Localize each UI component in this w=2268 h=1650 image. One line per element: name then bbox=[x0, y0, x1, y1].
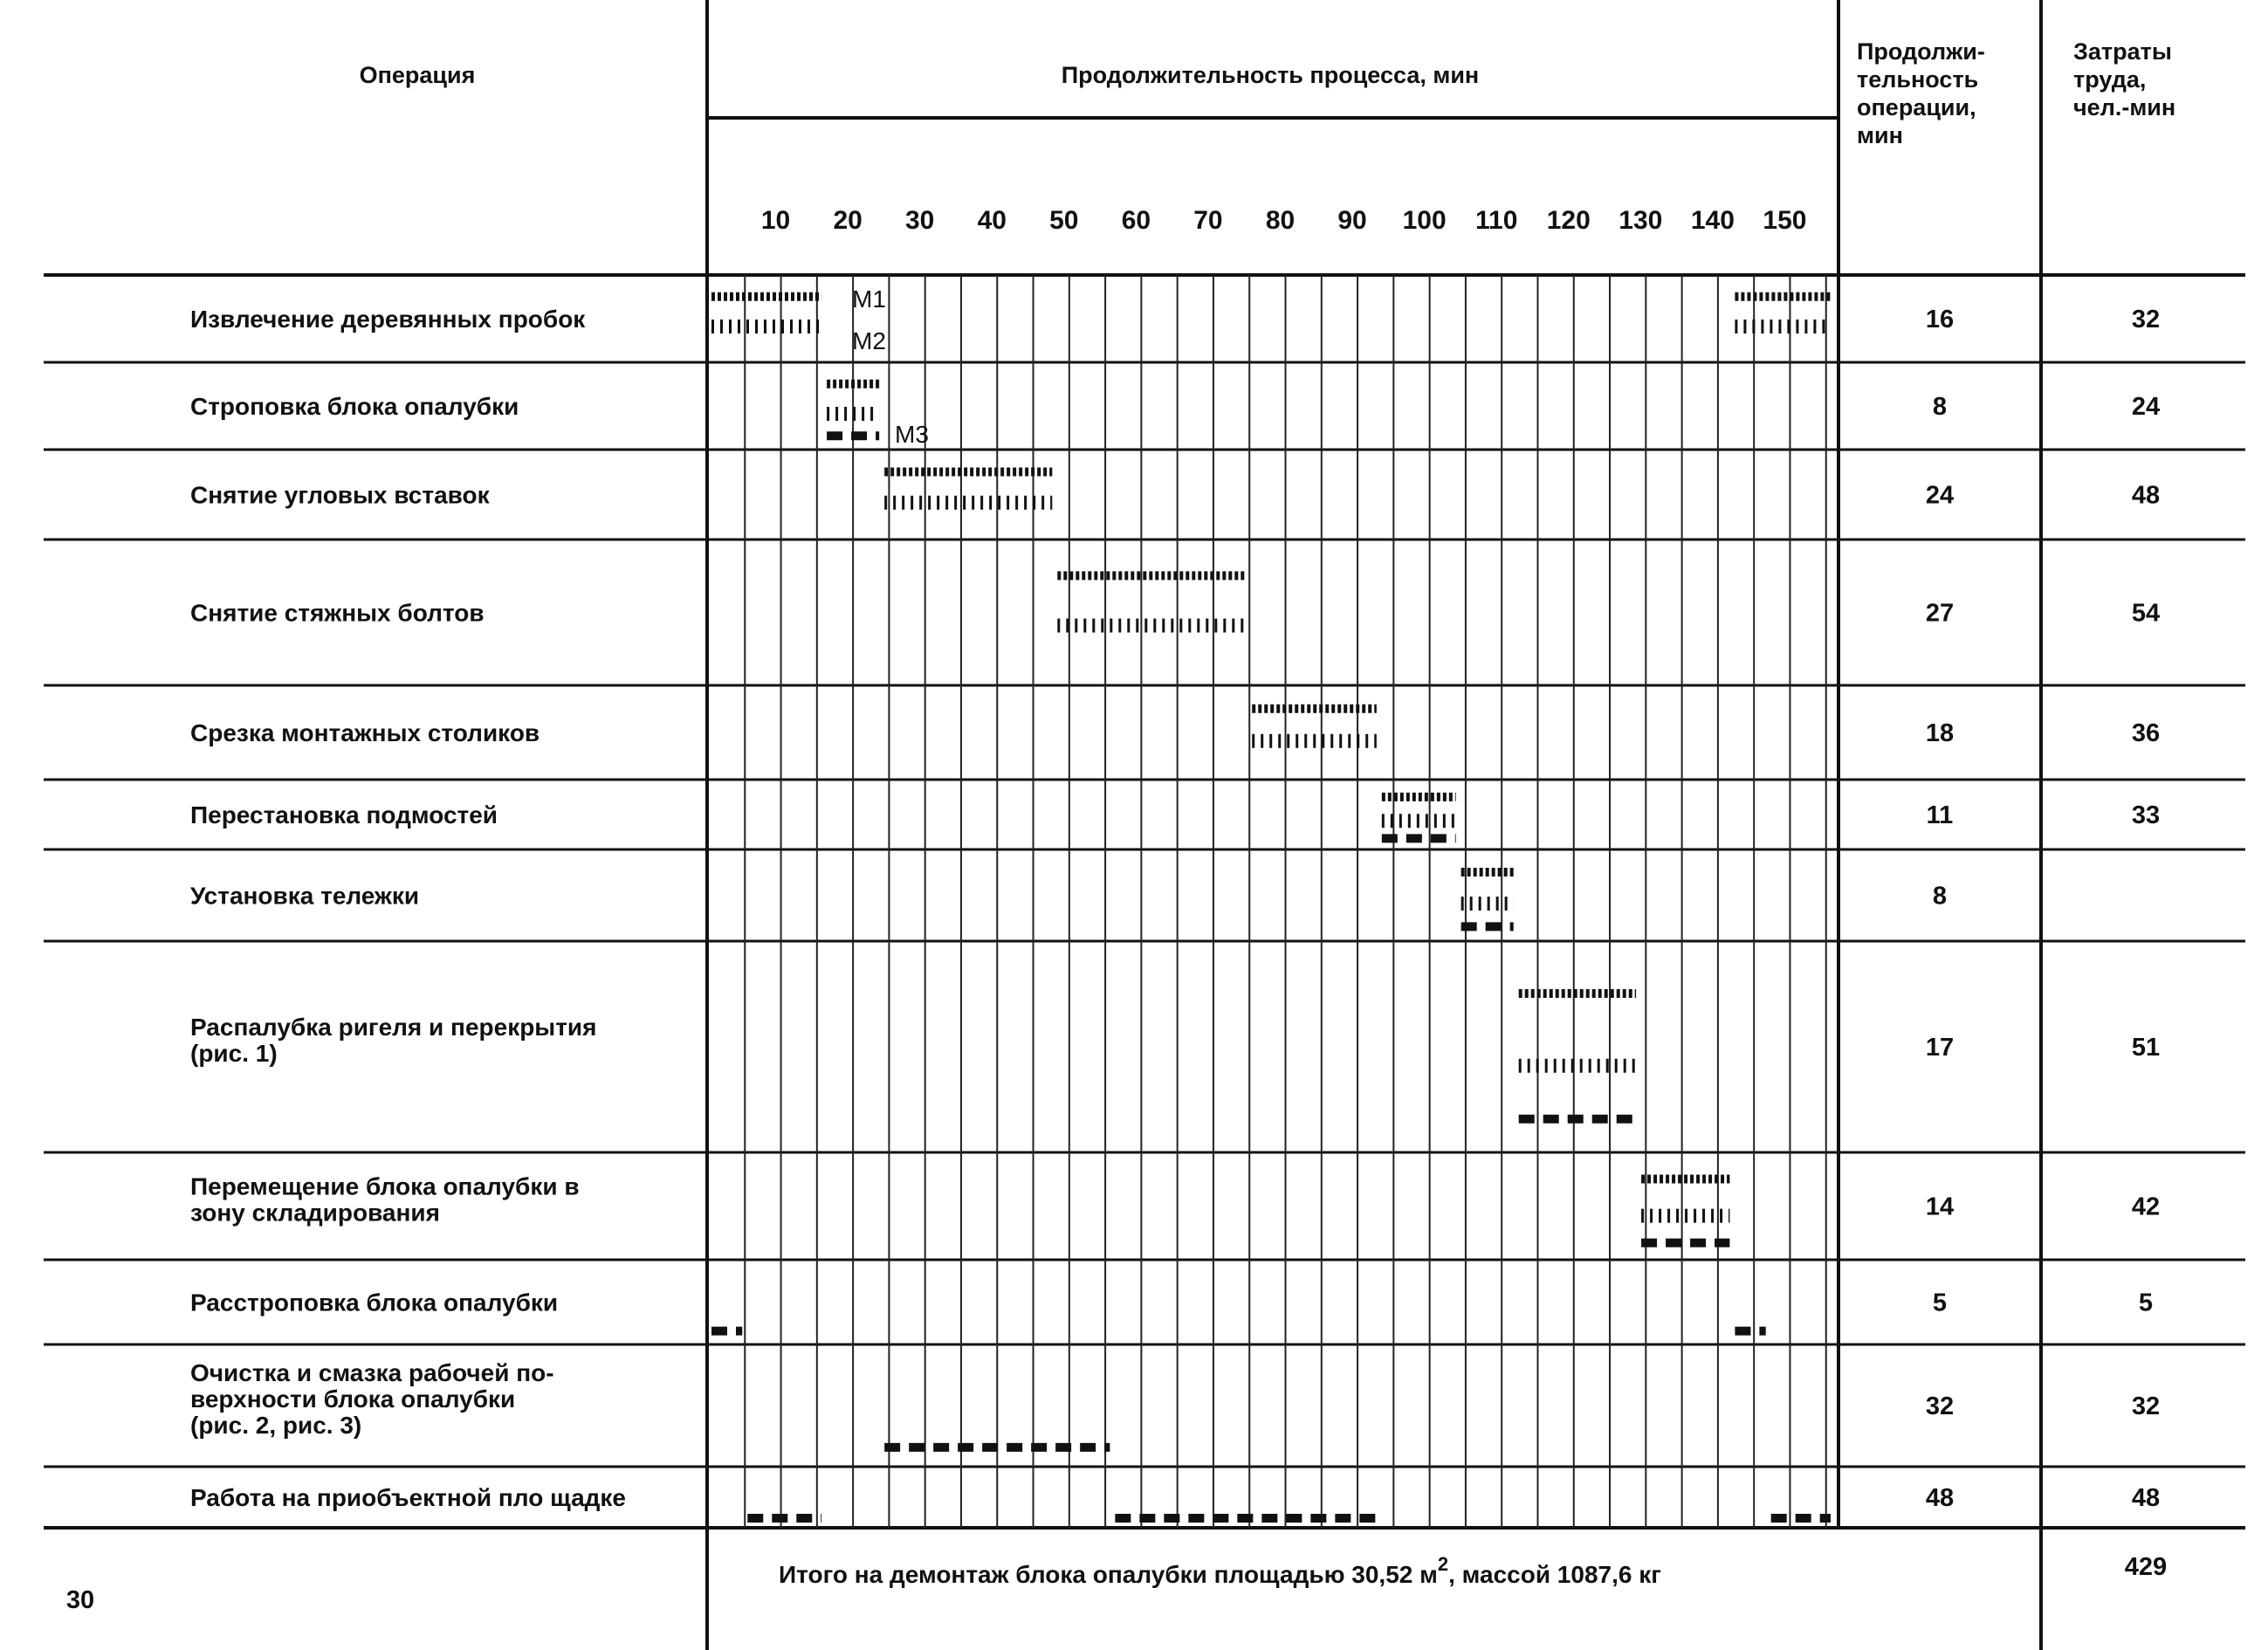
operation-header: Операция bbox=[359, 62, 476, 88]
time-axis bbox=[761, 206, 1807, 235]
operation-name: Снятие стяжных болтов bbox=[190, 599, 485, 627]
operation-name: зону складирования bbox=[190, 1199, 440, 1227]
operation-row bbox=[190, 1173, 2160, 1227]
total-label: Итого на демонтаж блока опалубки площадью 30,52 $м^2$, массой 1087,6 кг bbox=[779, 1553, 1661, 1588]
total-value: 429 bbox=[2124, 1553, 2168, 1581]
svg-text:Продолжи-: Продолжи- bbox=[1857, 38, 1985, 65]
tick-label: 30 bbox=[905, 206, 935, 235]
tick-label: 70 bbox=[1193, 206, 1223, 235]
operation-duration: 27 bbox=[1925, 599, 1955, 628]
worker-label-m2: М2 bbox=[852, 327, 886, 354]
operation-row bbox=[190, 393, 2160, 421]
operation-name: Распалубка ригеля и перекрытия bbox=[190, 1014, 597, 1041]
operation-duration: 24 bbox=[1925, 481, 1955, 510]
operation-duration: 32 bbox=[1925, 1392, 1955, 1420]
operation-labor: 51 bbox=[2131, 1034, 2161, 1062]
operation-name: Работа на приобъектной пло щадке bbox=[190, 1484, 626, 1511]
operation-labor: 36 bbox=[2131, 719, 2161, 747]
operation-labor: 42 bbox=[2131, 1193, 2161, 1221]
operation-name: Строповка блока опалубки bbox=[190, 393, 519, 420]
svg-text:чел.-мин: чел.-мин bbox=[2073, 94, 2176, 120]
operation-row bbox=[190, 1359, 2160, 1439]
operation-name: Перестановка подмостей bbox=[190, 801, 498, 828]
duration-process-header: Продолжительность процесса, мин bbox=[1061, 62, 1480, 88]
op-duration-header bbox=[1857, 38, 1985, 148]
operation-duration: 17 bbox=[1925, 1034, 1955, 1062]
operation-name: (рис. 2, рис. 3) bbox=[190, 1412, 362, 1439]
operation-duration: 16 bbox=[1925, 306, 1955, 333]
operation-name: Очистка и смазка рабочей по- bbox=[190, 1359, 554, 1386]
tick-label: 50 bbox=[1049, 206, 1079, 235]
operation-name: Перемещение блока опалубки в bbox=[190, 1172, 580, 1200]
operation-row bbox=[190, 719, 2160, 747]
operation-name: Снятие угловых вставок bbox=[190, 481, 490, 509]
operation-duration: 18 bbox=[1925, 719, 1955, 747]
worker-label-m3: М3 bbox=[895, 421, 929, 448]
tick-label: 100 bbox=[1402, 206, 1447, 235]
operation-duration: 11 bbox=[1926, 801, 1954, 829]
tick-label: 80 bbox=[1265, 206, 1296, 235]
page-number: 30 bbox=[65, 1586, 95, 1614]
operation-duration: 5 bbox=[1932, 1289, 1948, 1317]
svg-text:мин: мин bbox=[1857, 122, 1903, 148]
operation-row bbox=[190, 1484, 2160, 1512]
operation-row bbox=[190, 801, 2160, 829]
tick-label: 120 bbox=[1546, 206, 1591, 235]
operation-labor: 24 bbox=[2131, 393, 2161, 421]
operation-row bbox=[190, 1014, 2160, 1067]
operation-row bbox=[190, 306, 2160, 333]
operation-labor: 32 bbox=[2131, 1392, 2161, 1420]
operation-duration: 48 bbox=[1925, 1484, 1955, 1512]
operation-duration: 8 bbox=[1932, 393, 1948, 421]
svg-text:Затраты: Затраты bbox=[2073, 38, 2172, 65]
operation-name: (рис. 1) bbox=[190, 1040, 278, 1067]
worker-label-m1: М1 bbox=[852, 285, 886, 313]
labor-header bbox=[2073, 38, 2175, 120]
tick-label: 140 bbox=[1690, 206, 1735, 235]
tick-label: 40 bbox=[977, 206, 1007, 235]
operation-name: Извлечение деревянных пробок bbox=[190, 306, 586, 333]
operation-labor: 54 bbox=[2131, 599, 2161, 628]
operation-labor: 48 bbox=[2131, 1484, 2161, 1512]
tick-label: 10 bbox=[760, 206, 791, 235]
tick-label: 90 bbox=[1337, 206, 1367, 235]
tick-label: 150 bbox=[1763, 206, 1807, 235]
operation-name: Установка тележки bbox=[190, 882, 420, 910]
tick-label: 110 bbox=[1475, 206, 1518, 235]
operation-labor: 48 bbox=[2131, 481, 2161, 510]
operation-labor: 33 bbox=[2131, 801, 2161, 829]
tick-label: 60 bbox=[1121, 206, 1151, 235]
operation-row bbox=[190, 482, 2160, 510]
tick-label: 20 bbox=[833, 206, 863, 235]
operation-name: Расстроповка блока опалубки bbox=[190, 1289, 559, 1317]
tick-label: 130 bbox=[1619, 206, 1663, 235]
operation-duration: 8 bbox=[1932, 882, 1948, 911]
operation-row bbox=[190, 600, 2160, 628]
operation-row bbox=[190, 1289, 2153, 1317]
schedule-bars bbox=[711, 297, 1831, 1518]
operation-duration: 14 bbox=[1925, 1193, 1955, 1221]
operation-name: верхности блока опалубки bbox=[190, 1385, 516, 1413]
operation-name: Срезка монтажных столиков bbox=[190, 719, 540, 746]
svg-text:труда,: труда, bbox=[2073, 66, 2147, 93]
operation-rows bbox=[190, 306, 2160, 1512]
operation-labor: 32 bbox=[2131, 306, 2161, 333]
operation-labor: 5 bbox=[2138, 1289, 2154, 1317]
svg-text:операции,: операции, bbox=[1857, 94, 1976, 120]
svg-text:тельность: тельность bbox=[1857, 66, 1979, 93]
